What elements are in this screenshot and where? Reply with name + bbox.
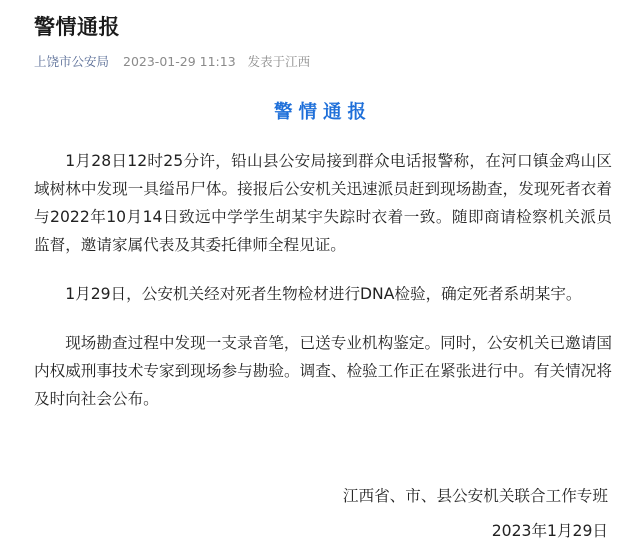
article-meta <box>34 52 310 70</box>
page-title: 警情通报 <box>34 15 120 39</box>
paragraph-1: 1月28日12时25分许，铅山县公安局接到群众电话报警称，在河口镇金鸡山区域树林中发现一具缢吊尸体。接报后公安机关迅速派员赶到现场勘查，发现死者衣着与2022年10月14日致远中学学生胡某宇失踪时衣着一致。随即商请检察机关派员监督，邀请家属代表及其委托律师全程见证。 <box>34 152 612 254</box>
article-header <box>0 0 640 88</box>
article-heading: 警情通报 <box>273 102 372 123</box>
paragraph-2: 1月29日，公安机关经对死者生物检材进行DNA检验，确定死者系胡某宇。 <box>65 285 582 303</box>
publish-location: 发表于江西 <box>247 54 311 69</box>
issue-date: 2023年1月29日 <box>491 522 608 540</box>
publish-time: 2023-01-29 11:13 <box>123 54 236 69</box>
article-body <box>34 88 612 413</box>
account-name-link[interactable]: 上饶市公安局 <box>34 54 110 69</box>
paragraph-3: 现场勘查过程中发现一支录音笔，已送专业机构鉴定。同时，公安机关已邀请国内权威刑事技术专家到现场参与勘验。调查、检验工作正在紧张进行中。有关情况将及时向社会公布。 <box>34 334 612 408</box>
issuer-signature: 江西省、市、县公安机关联合工作专班 <box>342 487 608 505</box>
